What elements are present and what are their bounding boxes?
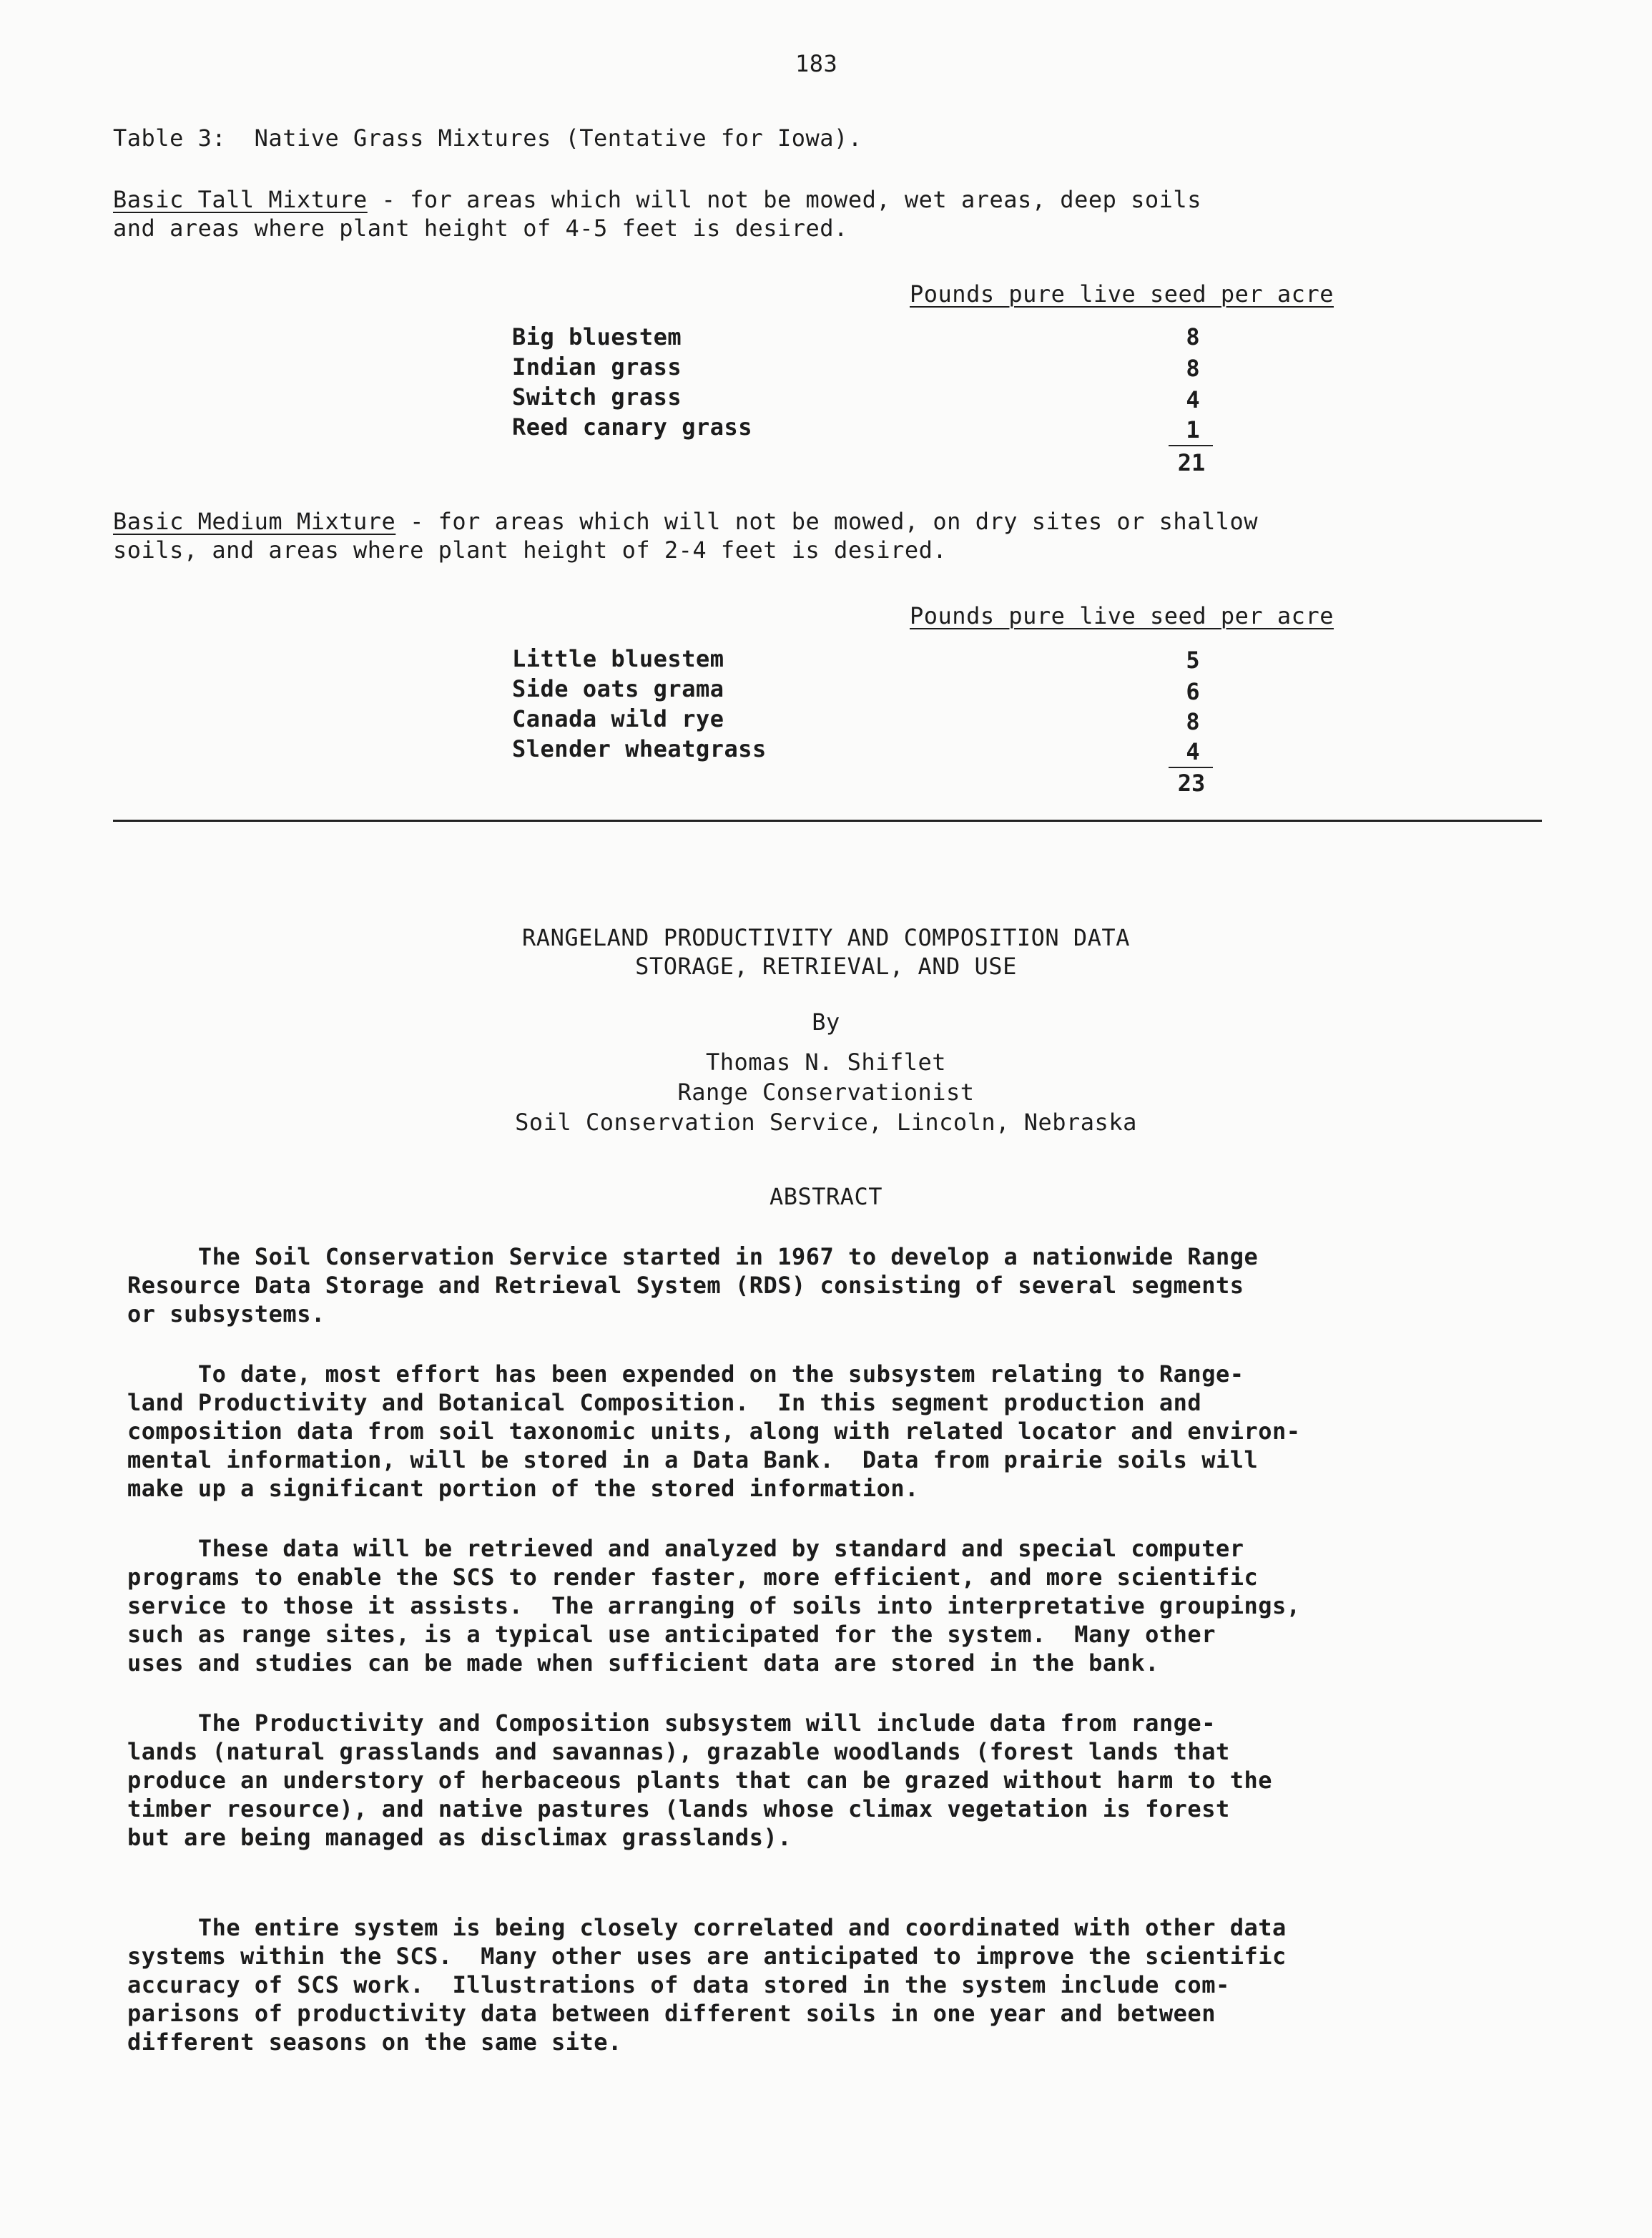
author-position: Range Conservationist [677, 1079, 975, 1106]
text-line: service to those it assists. The arranging of soils into interpretative groupings, [127, 1592, 1301, 1619]
tall-mixture-description-line2: and areas where plant height of 4-5 feet is desired. [113, 215, 848, 242]
text-line: To date, most effort has been expended on the subsystem relating to Range- [127, 1360, 1244, 1388]
tall-column-header: Pounds pure live seed per acre [910, 280, 1334, 308]
text-line: systems within the SCS. Many other uses are anticipated to improve the scientific [127, 1943, 1287, 1970]
grass-name: Little bluestem [512, 645, 724, 672]
grass-value: 4 [1186, 738, 1200, 765]
medium-mixture-heading: Basic Medium Mixture [113, 508, 396, 535]
text-line: mental information, will be stored in a Data Bank. Data from prairie soils will [127, 1446, 1259, 1473]
author-affiliation: Soil Conservation Service, Lincoln, Nebraska [515, 1109, 1137, 1136]
text-line: timber resource), and native pastures (lands whose climax vegetation is forest [127, 1795, 1230, 1822]
text-line: The entire system is being closely correlated and coordinated with other data [127, 1914, 1287, 1941]
text-line: different seasons on the same site. [127, 2028, 622, 2056]
text-line: composition data from soil taxonomic units, along with related locator and environ- [127, 1418, 1301, 1445]
tall-mixture-description-line1 [113, 185, 1201, 215]
text-line: lands (natural grasslands and savannas), grazable woodlands (forest lands that [127, 1738, 1230, 1765]
medium-mixture-desc: - for areas which will not be mowed, on dry sites or shallow [395, 508, 1259, 535]
grass-name: Big bluestem [512, 323, 682, 350]
page-number: 183 [795, 50, 838, 77]
grass-name: Switch grass [512, 383, 682, 411]
grass-name: Side oats grama [512, 675, 724, 702]
text-line: uses and studies can be made when sufficient data are stored in the bank. [127, 1649, 1159, 1677]
article-title-line2: STORAGE, RETRIEVAL, AND USE [635, 953, 1017, 980]
grass-value: 4 [1186, 386, 1200, 413]
grass-name: Slender wheatgrass [512, 735, 767, 762]
text-line: The Soil Conservation Service started in 1967 to develop a nationwide Range [127, 1243, 1259, 1270]
grass-value: 1 [1186, 416, 1200, 443]
article-title-line1: RANGELAND PRODUCTIVITY AND COMPOSITION DATA [522, 924, 1130, 951]
text-line: parisons of productivity data between different soils in one year and between [127, 2000, 1216, 2027]
byline-by: By [812, 1008, 840, 1036]
grass-name: Indian grass [512, 353, 682, 381]
grass-value: 8 [1186, 708, 1200, 735]
text-line: accuracy of SCS work. Illustrations of data stored in the system include com- [127, 1971, 1230, 1998]
table-title: Table 3: Native Grass Mixtures (Tentative for Iowa). [113, 124, 862, 152]
text-line: The Productivity and Composition subsystem will include data from range- [127, 1709, 1216, 1737]
grass-value: 8 [1186, 323, 1200, 350]
medium-mixture-description-line2: soils, and areas where plant height of 2-4 feet is desired. [113, 536, 948, 564]
text-line: produce an understory of herbaceous plants that can be grazed without harm to the [127, 1767, 1273, 1794]
text-line: land Productivity and Botanical Composition. In this segment production and [127, 1389, 1202, 1416]
grass-name: Reed canary grass [512, 413, 753, 441]
text-line: programs to enable the SCS to render faster, more efficient, and more scientific [127, 1564, 1259, 1591]
medium-column-header: Pounds pure live seed per acre [910, 602, 1334, 629]
medium-mixture-description-line1 [113, 506, 1258, 536]
grass-value: 6 [1186, 678, 1200, 705]
text-line: These data will be retrieved and analyzed by standard and special computer [127, 1535, 1244, 1562]
text-line: make up a significant portion of the stored information. [127, 1475, 919, 1502]
tall-mixture-desc: - for areas which will not be mowed, wet areas, deep soils [367, 186, 1201, 213]
grass-value: 8 [1186, 355, 1200, 382]
text-line: Resource Data Storage and Retrieval System (RDS) consisting of several segments [127, 1272, 1244, 1299]
horizontal-rule [113, 820, 1542, 822]
abstract-heading: ABSTRACT [769, 1183, 883, 1210]
tall-mixture-heading: Basic Tall Mixture [113, 186, 368, 213]
text-line: or subsystems. [127, 1300, 325, 1327]
text-line: such as range sites, is a typical use anticipated for the system. Many other [127, 1621, 1216, 1648]
grass-name: Canada wild rye [512, 705, 724, 732]
grass-value: 5 [1186, 647, 1200, 674]
sum-line [1169, 445, 1213, 446]
tall-total: 21 [1177, 449, 1206, 476]
medium-total: 23 [1177, 770, 1206, 797]
author-name: Thomas N. Shiflet [705, 1049, 946, 1076]
text-line: but are being managed as disclimax grasslands). [127, 1824, 792, 1851]
